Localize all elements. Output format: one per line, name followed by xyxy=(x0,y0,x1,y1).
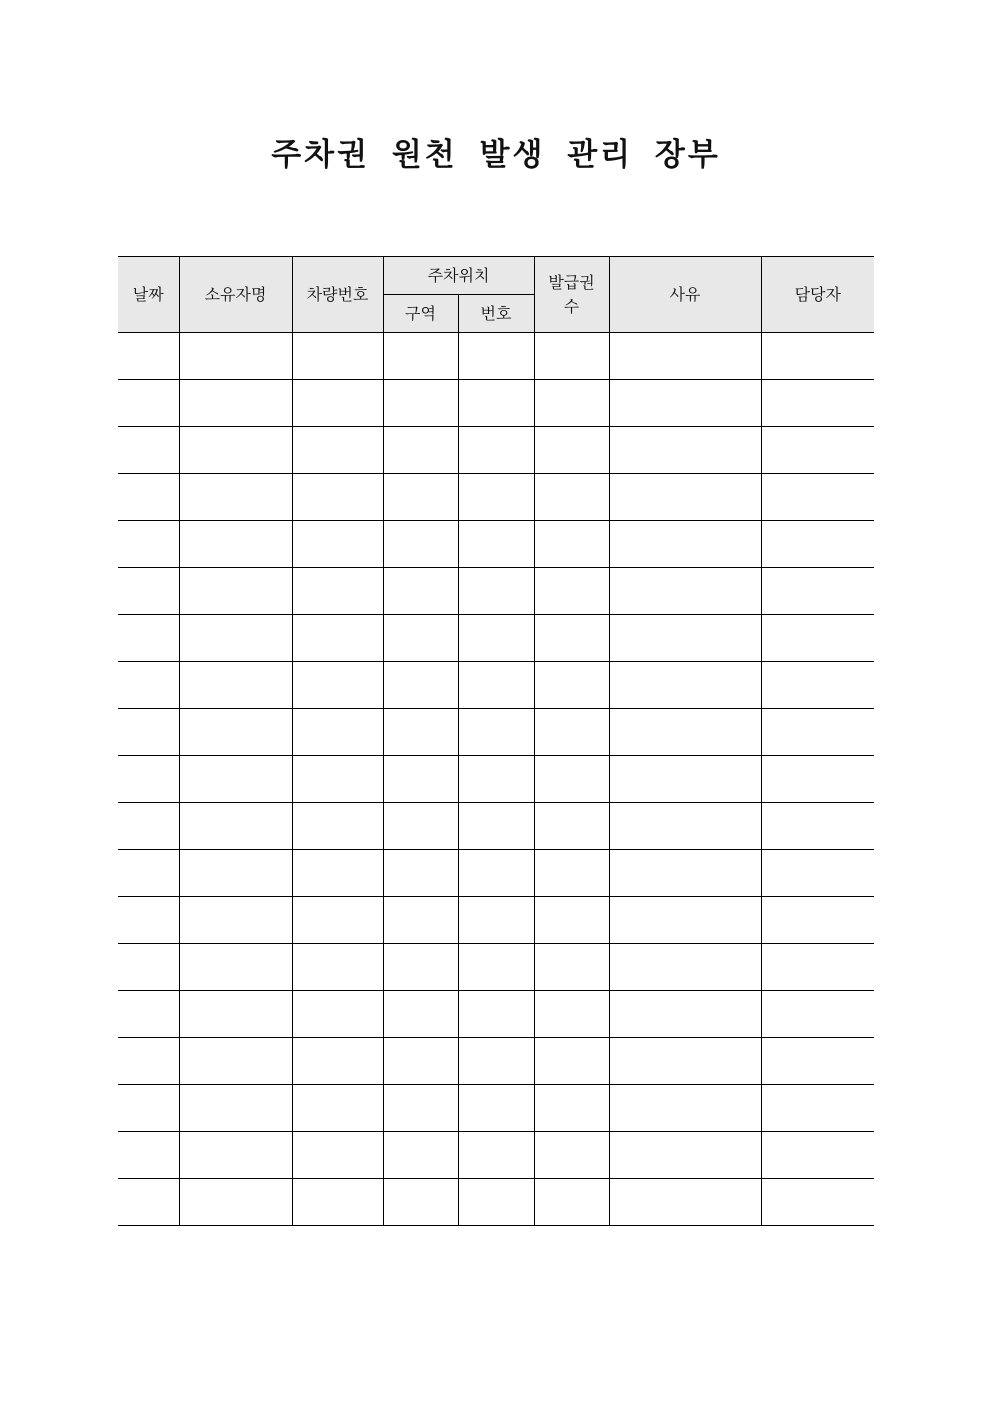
manager-cell xyxy=(761,1038,874,1085)
zone-cell xyxy=(383,1085,458,1132)
number-cell xyxy=(458,803,534,850)
manager-cell xyxy=(761,803,874,850)
owner-name-cell xyxy=(179,756,292,803)
date-cell xyxy=(118,803,179,850)
table-row xyxy=(118,897,874,944)
vehicle-number-cell xyxy=(292,756,383,803)
reason-cell xyxy=(609,474,761,521)
owner-name-cell xyxy=(179,1038,292,1085)
date-cell xyxy=(118,709,179,756)
manager-cell xyxy=(761,850,874,897)
owner-name-cell xyxy=(179,1132,292,1179)
table-row xyxy=(118,662,874,709)
owner-name-cell xyxy=(179,1085,292,1132)
manager-cell xyxy=(761,662,874,709)
reason-cell xyxy=(609,521,761,568)
issued-count-cell xyxy=(534,709,609,756)
issued-count-cell xyxy=(534,333,609,380)
number-cell xyxy=(458,756,534,803)
table-row xyxy=(118,803,874,850)
vehicle-number-cell xyxy=(292,1179,383,1226)
header-issued-count-label: 발급권수 xyxy=(548,272,595,316)
number-cell xyxy=(458,850,534,897)
number-cell xyxy=(458,897,534,944)
owner-name-cell xyxy=(179,427,292,474)
date-cell xyxy=(118,1038,179,1085)
vehicle-number-cell xyxy=(292,897,383,944)
number-cell xyxy=(458,615,534,662)
table-row xyxy=(118,333,874,380)
table-row xyxy=(118,1132,874,1179)
issued-count-cell xyxy=(534,991,609,1038)
date-cell xyxy=(118,333,179,380)
table-row xyxy=(118,380,874,427)
reason-cell xyxy=(609,568,761,615)
issued-count-cell xyxy=(534,803,609,850)
zone-cell xyxy=(383,474,458,521)
vehicle-number-cell xyxy=(292,615,383,662)
date-cell xyxy=(118,756,179,803)
vehicle-number-cell xyxy=(292,427,383,474)
header-issued-count xyxy=(534,257,609,333)
manager-cell xyxy=(761,380,874,427)
vehicle-number-cell xyxy=(292,944,383,991)
owner-name-cell xyxy=(179,380,292,427)
manager-cell xyxy=(761,709,874,756)
zone-cell xyxy=(383,380,458,427)
number-cell xyxy=(458,944,534,991)
number-cell xyxy=(458,521,534,568)
manager-cell xyxy=(761,474,874,521)
reason-cell xyxy=(609,1085,761,1132)
issued-count-cell xyxy=(534,897,609,944)
owner-name-cell xyxy=(179,521,292,568)
header-owner-name: 소유자명 xyxy=(179,257,292,333)
number-cell xyxy=(458,1132,534,1179)
number-cell xyxy=(458,709,534,756)
reason-cell xyxy=(609,756,761,803)
vehicle-number-cell xyxy=(292,1085,383,1132)
owner-name-cell xyxy=(179,709,292,756)
zone-cell xyxy=(383,709,458,756)
vehicle-number-cell xyxy=(292,991,383,1038)
header-number: 번호 xyxy=(458,295,534,333)
manager-cell xyxy=(761,1132,874,1179)
owner-name-cell xyxy=(179,333,292,380)
date-cell xyxy=(118,1085,179,1132)
reason-cell xyxy=(609,615,761,662)
issued-count-cell xyxy=(534,380,609,427)
issued-count-cell xyxy=(534,1179,609,1226)
reason-cell xyxy=(609,944,761,991)
vehicle-number-cell xyxy=(292,1038,383,1085)
date-cell xyxy=(118,521,179,568)
issued-count-cell xyxy=(534,615,609,662)
zone-cell xyxy=(383,944,458,991)
vehicle-number-cell xyxy=(292,1132,383,1179)
table-row xyxy=(118,944,874,991)
zone-cell xyxy=(383,1038,458,1085)
zone-cell xyxy=(383,568,458,615)
owner-name-cell xyxy=(179,991,292,1038)
number-cell xyxy=(458,427,534,474)
number-cell xyxy=(458,380,534,427)
vehicle-number-cell xyxy=(292,850,383,897)
manager-cell xyxy=(761,944,874,991)
vehicle-number-cell xyxy=(292,709,383,756)
vehicle-number-cell xyxy=(292,474,383,521)
issued-count-cell xyxy=(534,850,609,897)
header-reason: 사유 xyxy=(609,257,761,333)
reason-cell xyxy=(609,1179,761,1226)
vehicle-number-cell xyxy=(292,333,383,380)
reason-cell xyxy=(609,427,761,474)
number-cell xyxy=(458,662,534,709)
vehicle-number-cell xyxy=(292,662,383,709)
reason-cell xyxy=(609,333,761,380)
owner-name-cell xyxy=(179,897,292,944)
manager-cell xyxy=(761,756,874,803)
vehicle-number-cell xyxy=(292,803,383,850)
number-cell xyxy=(458,1085,534,1132)
zone-cell xyxy=(383,1179,458,1226)
owner-name-cell xyxy=(179,850,292,897)
table-row xyxy=(118,568,874,615)
number-cell xyxy=(458,474,534,521)
table-row xyxy=(118,474,874,521)
vehicle-number-cell xyxy=(292,568,383,615)
reason-cell xyxy=(609,991,761,1038)
manager-cell xyxy=(761,1085,874,1132)
number-cell xyxy=(458,991,534,1038)
zone-cell xyxy=(383,615,458,662)
table-row xyxy=(118,1085,874,1132)
manager-cell xyxy=(761,1179,874,1226)
number-cell xyxy=(458,568,534,615)
reason-cell xyxy=(609,850,761,897)
table-row xyxy=(118,709,874,756)
table-row xyxy=(118,1179,874,1226)
zone-cell xyxy=(383,1132,458,1179)
reason-cell xyxy=(609,1132,761,1179)
vehicle-number-cell xyxy=(292,380,383,427)
date-cell xyxy=(118,615,179,662)
manager-cell xyxy=(761,568,874,615)
zone-cell xyxy=(383,850,458,897)
table-row xyxy=(118,427,874,474)
date-cell xyxy=(118,1179,179,1226)
reason-cell xyxy=(609,803,761,850)
issued-count-cell xyxy=(534,568,609,615)
date-cell xyxy=(118,850,179,897)
manager-cell xyxy=(761,991,874,1038)
date-cell xyxy=(118,568,179,615)
date-cell xyxy=(118,380,179,427)
ledger-table xyxy=(118,256,874,1226)
zone-cell xyxy=(383,897,458,944)
manager-cell xyxy=(761,897,874,944)
header-vehicle-number: 차량번호 xyxy=(292,257,383,333)
header-zone: 구역 xyxy=(383,295,458,333)
issued-count-cell xyxy=(534,1085,609,1132)
zone-cell xyxy=(383,662,458,709)
table-row xyxy=(118,850,874,897)
reason-cell xyxy=(609,380,761,427)
zone-cell xyxy=(383,333,458,380)
issued-count-cell xyxy=(534,1038,609,1085)
reason-cell xyxy=(609,1038,761,1085)
issued-count-cell xyxy=(534,427,609,474)
manager-cell xyxy=(761,521,874,568)
date-cell xyxy=(118,427,179,474)
number-cell xyxy=(458,1179,534,1226)
date-cell xyxy=(118,1132,179,1179)
table-body xyxy=(118,333,874,1226)
issued-count-cell xyxy=(534,756,609,803)
date-cell xyxy=(118,662,179,709)
header-date: 날짜 xyxy=(118,257,179,333)
page-title: 주차권 원천 발생 관리 장부 xyxy=(271,137,721,173)
zone-cell xyxy=(383,521,458,568)
date-cell xyxy=(118,991,179,1038)
date-cell xyxy=(118,474,179,521)
issued-count-cell xyxy=(534,944,609,991)
owner-name-cell xyxy=(179,568,292,615)
number-cell xyxy=(458,333,534,380)
number-cell xyxy=(458,1038,534,1085)
owner-name-cell xyxy=(179,615,292,662)
table-row xyxy=(118,991,874,1038)
zone-cell xyxy=(383,803,458,850)
manager-cell xyxy=(761,427,874,474)
header-parking-location: 주차위치 xyxy=(383,257,534,295)
zone-cell xyxy=(383,756,458,803)
issued-count-cell xyxy=(534,474,609,521)
owner-name-cell xyxy=(179,803,292,850)
table-row xyxy=(118,756,874,803)
header-manager: 담당자 xyxy=(761,257,874,333)
table-row xyxy=(118,1038,874,1085)
issued-count-cell xyxy=(534,1132,609,1179)
vehicle-number-cell xyxy=(292,521,383,568)
zone-cell xyxy=(383,427,458,474)
reason-cell xyxy=(609,897,761,944)
owner-name-cell xyxy=(179,1179,292,1226)
table-row xyxy=(118,615,874,662)
manager-cell xyxy=(761,615,874,662)
zone-cell xyxy=(383,991,458,1038)
table-header xyxy=(118,257,874,333)
owner-name-cell xyxy=(179,474,292,521)
reason-cell xyxy=(609,662,761,709)
issued-count-cell xyxy=(534,521,609,568)
date-cell xyxy=(118,897,179,944)
issued-count-cell xyxy=(534,662,609,709)
owner-name-cell xyxy=(179,662,292,709)
manager-cell xyxy=(761,333,874,380)
table-row xyxy=(118,521,874,568)
owner-name-cell xyxy=(179,944,292,991)
date-cell xyxy=(118,944,179,991)
reason-cell xyxy=(609,709,761,756)
